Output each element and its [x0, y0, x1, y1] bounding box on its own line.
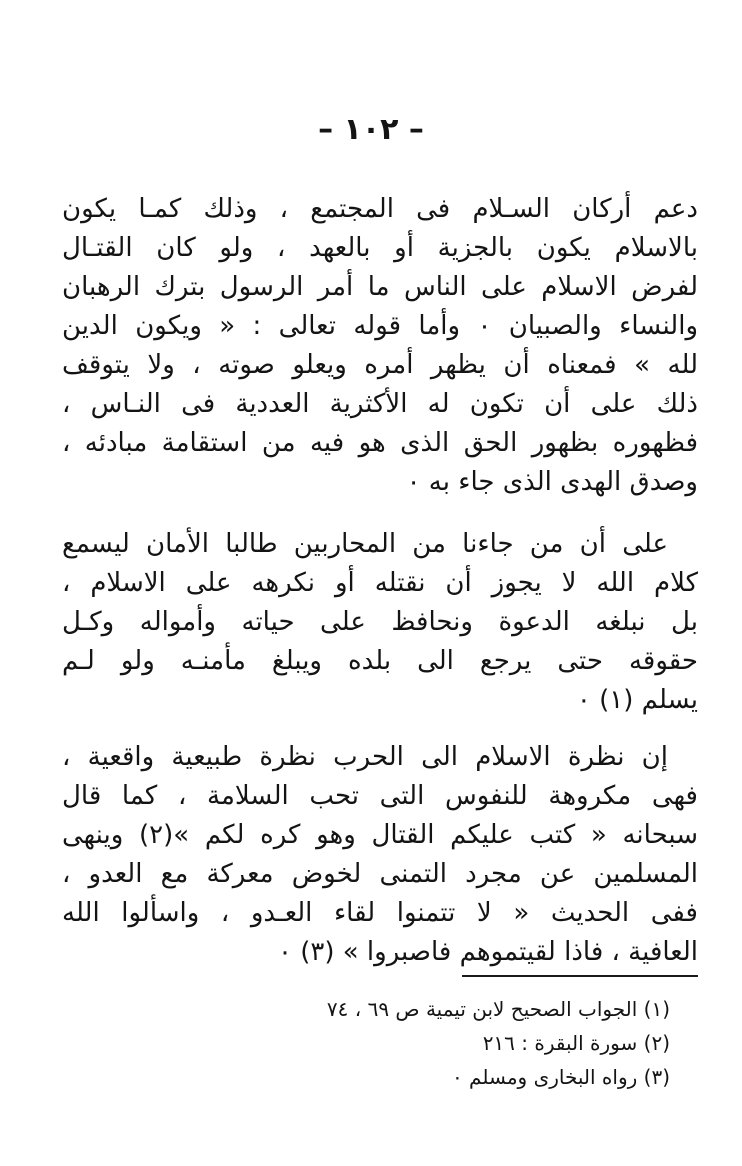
text-line: العافية ، فاذا لقيتموهم فاصبروا » (٣) ٠: [277, 937, 698, 967]
paragraph-2: [62, 525, 698, 720]
text-line: دعم أركان السـلام فى المجتمع ، وذلك كمـا يكون: [62, 194, 698, 224]
text-line: فهى مكروهة للنفوس التى تحب السلامة ، كما قال: [62, 781, 698, 811]
footnote-divider: [462, 975, 698, 977]
paragraph-1: [62, 190, 698, 502]
text-line: بالاسلام يكون بالجزية أو بالعهد ، ولو كان القتـال: [62, 233, 698, 263]
text-line: يسلم (١) ٠: [576, 685, 698, 715]
text-line: والنساء والصبيان ٠ وأما قوله تعالى : « ويكون الدين: [62, 311, 698, 341]
text-line: وصدق الهدى الذى جاء به ٠: [406, 467, 698, 497]
text-line: سبحانه « كتب عليكم القتال وهو كره لكم »(٢) وينهى: [62, 820, 698, 850]
text-line: لفرض الاسلام على الناس ما أمر الرسول بترك الرهبان: [62, 272, 698, 302]
text-line: فظهوره بظهور الحق الذى هو فيه من استقامة مبادئه ،: [62, 428, 698, 458]
footnote-3: (٣) رواه البخارى ومسلم ٠: [451, 1065, 670, 1089]
page-number: – ١٠٢ –: [318, 112, 424, 147]
text-line: ففى الحديث « لا تتمنوا لقاء العـدو ، واسألوا الله: [62, 898, 698, 928]
footnote-2: (٢) سورة البقرة : ٢١٦: [482, 1031, 670, 1055]
text-line: كلام الله لا يجوز أن نقتله أو نكرهه على الاسلام ،: [62, 568, 698, 598]
text-line: المسلمين عن مجرد التمنى لخوض معركة مع العدو ،: [62, 859, 698, 889]
text-line: حقوقه حتى يرجع الى بلده ويبلغ مأمنـه ولو لـم: [62, 646, 698, 676]
text-line: ذلك على أن تكون له الأكثرية العددية فى النـاس ،: [62, 389, 698, 419]
text-line: على أن من جاءنا من المحاربين طالبا الأمان ليسمع: [62, 529, 668, 559]
footnote-1: (١) الجواب الصحيح لابن تيمية ص ٦٩ ، ٧٤: [326, 997, 670, 1021]
text-line: لله » فمعناه أن يظهر أمره ويعلو صوته ، ولا يتوقف: [62, 350, 698, 380]
paragraph-3: [62, 738, 698, 972]
text-line: بل نبلغه الدعوة ونحافظ على حياته وأمواله وكـل: [62, 607, 698, 637]
footnotes: [200, 992, 670, 1094]
text-line: إن نظرة الاسلام الى الحرب نظرة طبيعية واقعية ،: [62, 742, 668, 772]
